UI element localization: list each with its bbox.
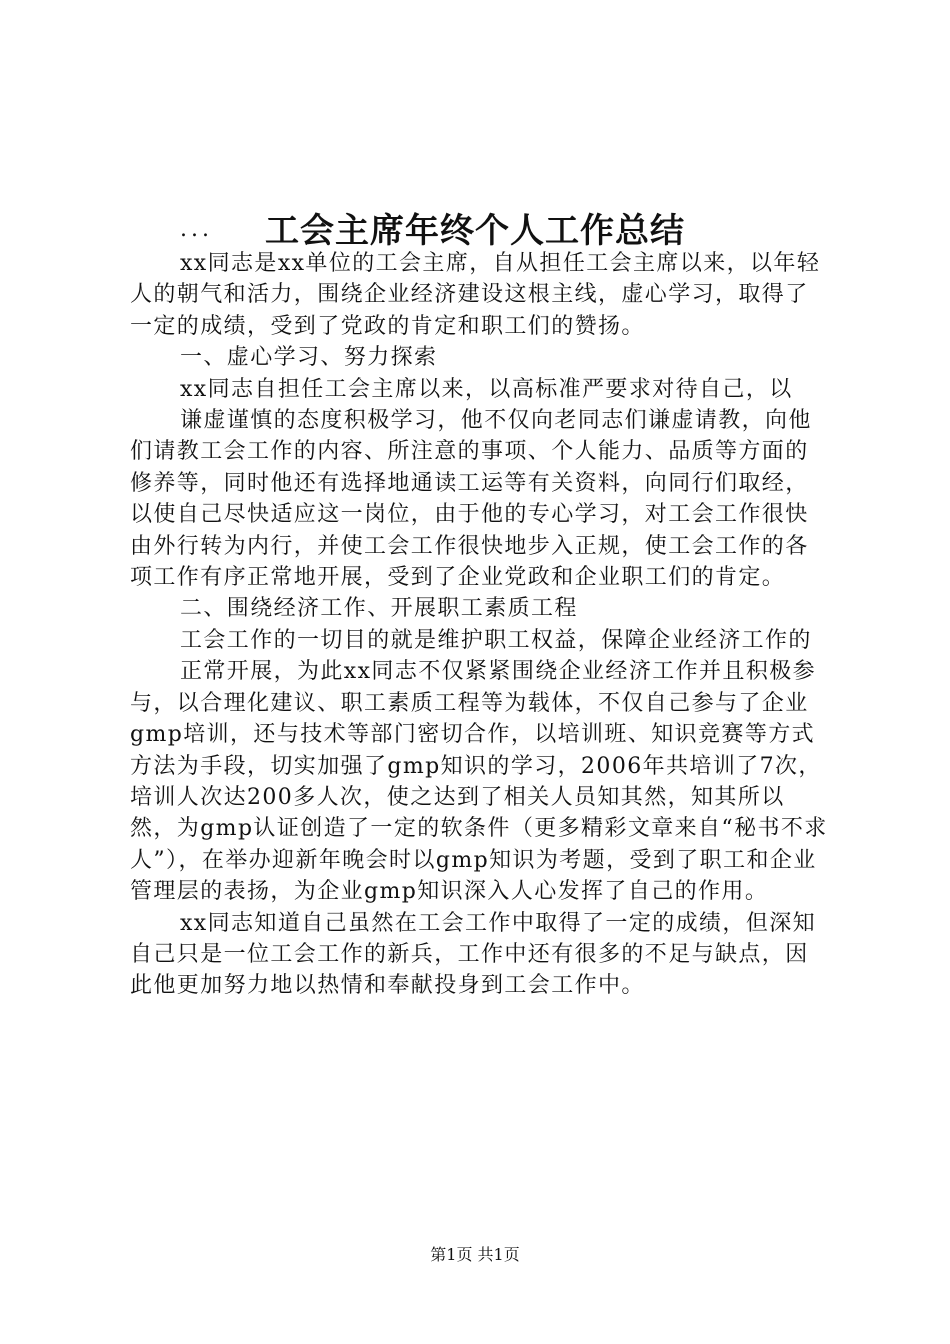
section-heading-2: 二、围绕经济工作、开展职工素质工程: [180, 596, 578, 622]
page-footer: 第1页 共1页: [430, 1245, 520, 1264]
section-heading-1: 一、虚心学习、努力探索: [180, 345, 438, 371]
paragraph-1b: 谦虚谨慎的态度积极学习，他不仅向老同志们谦虚请教，向他们请教工会工作的内容、所注意的事项、个人能力、品质等方面的修养等，同时他还有选择地通读工运等有关资料，向同行们取经，以使自己尽快适应这一岗位，由于他的专心学习，对工会工作很快由外行转为内行，并使工会工作很快地步入正规，使工会工作的各项工作有序正常地开展，受到了企业党政和企业职工们的肯定。: [130, 408, 812, 591]
page-title: 工会主席年终个人工作总结: [265, 210, 685, 251]
ellipsis-marker: ...: [180, 217, 213, 242]
paragraph-intro: xx同志是xx单位的工会主席，自从担任工会主席以来，以年轻人的朝气和活力，围绕企业经济建设这根主线，虚心学习，取得了一定的成绩，受到了党政的肯定和职工们的赞扬。: [130, 251, 821, 339]
paragraph-2b: 正常开展，为此xx同志不仅紧紧围绕企业经济工作并且积极参与，以合理化建议、职工素质工程等为载体，不仅自己参与了企业gmp培训，还与技术等部门密切合作，以培训班、知识竞赛等方式方法为手段，切实加强了gmp知识的学习，2006年共培训了7次，培训人次达200多人次，使之达到了相关人员知其然，知其所以然，为gmp认证创造了一定的软条件（更多精彩文章来自“秘书不求人”），在举办迎新年晚会时以gmp知识为考题，受到了职工和企业管理层的表扬，为企业gmp知识深入人心发挥了自己的作用。: [130, 659, 828, 905]
paragraph-1a: xx同志自担任工会主席以来，以高标准严要求对待自己，以: [180, 376, 793, 402]
document-body: [130, 212, 830, 1002]
paragraph-conclusion: xx同志知道自己虽然在工会工作中取得了一定的成绩，但深知自己只是一位工会工作的新兵，工作中还有很多的不足与缺点，因此他更加努力地以热情和奉献投身到工会工作中。: [130, 910, 817, 999]
paragraph-2a: 工会工作的一切目的就是维护职工权益，保障企业经济工作的: [180, 627, 812, 653]
